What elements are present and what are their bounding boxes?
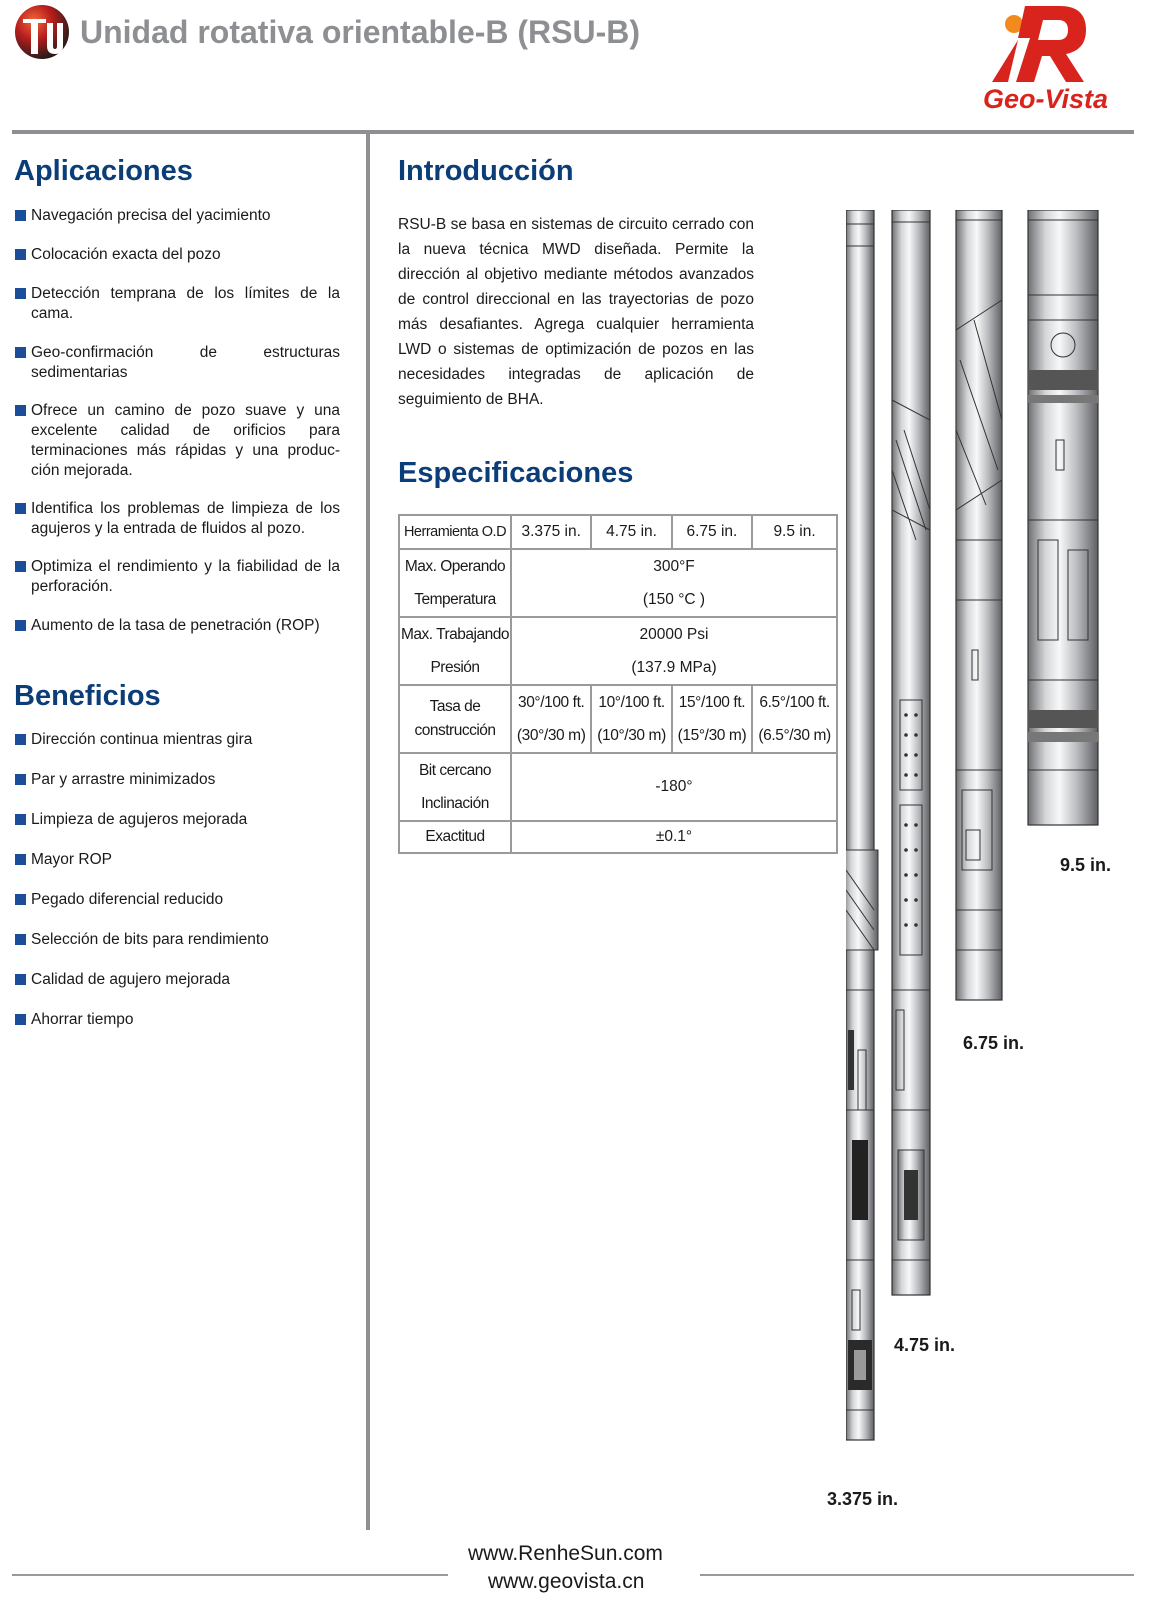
footer-rule-right (700, 1574, 1134, 1576)
temp-label (399, 549, 511, 617)
build-rate-top: 6.5°/100 ft. (759, 694, 830, 711)
table-row (399, 821, 837, 853)
accuracy-value: ±0.1° (511, 821, 837, 853)
list-item: Ahorrar tiempo (14, 1010, 361, 1030)
list-item: Detección temprana de los límites de la cama. (14, 284, 340, 324)
tool-3375 (846, 210, 878, 1440)
build-rate-bottom: (10°/30 m) (597, 727, 666, 744)
list-item: Identifica los problemas de limpieza de los agujeros y la entrada de fluidos al pozo. (14, 499, 340, 539)
list-item: Par y arrastre minimizados (14, 770, 361, 790)
build-rate-value (672, 685, 752, 753)
tool-475 (892, 210, 930, 1295)
temp-value (511, 549, 837, 617)
table-row (399, 515, 837, 549)
pressure-label-1: Max. Trabajando (401, 626, 509, 643)
tool-label-95: 9.5 in. (1060, 855, 1112, 875)
table-row (399, 685, 837, 753)
brand-name: Geo-Vista (982, 84, 1108, 114)
table-row (399, 617, 837, 685)
accuracy-label: Exactitud (399, 821, 511, 853)
footer-rule-left (12, 1574, 448, 1576)
size-cell: 4.75 in. (591, 515, 671, 549)
list-item: Mayor ROP (14, 850, 361, 870)
pressure-label-2: Presión (430, 659, 480, 676)
temp-label-1: Max. Operando (404, 558, 506, 575)
introduction-heading: Introducción (398, 155, 574, 187)
tool-label-3375: 3.375 in. (827, 1489, 899, 1509)
pressure-value (511, 617, 837, 685)
list-item: Calidad de agujero mejorada (14, 970, 361, 990)
geo-vista-logo (948, 0, 1138, 120)
list-item: Ofrece un camino de pozo suave y una excelente calidad de orificios para terminaciones más rápidas y una produc-ción mejorada. (14, 401, 340, 481)
build-rate-value (511, 685, 591, 753)
list-item: Dirección continua mientras gira (14, 730, 361, 750)
list-item: Limpieza de agujeros mejorada (14, 810, 361, 830)
list-item: Geo-confirmación de estructuras sedimentarias (14, 343, 340, 383)
footer-link-geovista[interactable]: www.geovista.cn (488, 1570, 645, 1593)
tool-label-475: 4.75 in. (894, 1335, 956, 1355)
near-bit-label-2: Inclinación (421, 795, 489, 812)
pressure-value-1: 20000 Psi (639, 626, 709, 643)
table-row (399, 753, 837, 821)
build-rate-label-2: construcción (414, 722, 496, 739)
tool-95 (1028, 210, 1098, 825)
list-item: Selección de bits para rendimiento (14, 930, 361, 950)
list-item: Optimiza el rendimiento y la fiabilidad de la perforación. (14, 557, 340, 597)
tool-label-675: 6.75 in. (963, 1033, 1025, 1053)
applications-heading: Aplicaciones (14, 155, 193, 187)
list-item: Aumento de la tasa de penetración (ROP) (14, 616, 361, 636)
benefits-heading: Beneficios (14, 680, 161, 712)
near-bit-label-1: Bit cercano (418, 762, 492, 779)
temp-value-1: 300°F (653, 558, 695, 575)
size-cell: 3.375 in. (511, 515, 591, 549)
tool-675 (956, 210, 1002, 1000)
temp-value-2: (150 °C ) (642, 591, 706, 608)
table-row (399, 549, 837, 617)
build-rate-label (399, 685, 511, 753)
build-rate-bottom: (30°/30 m) (516, 727, 586, 744)
near-bit-value: -180° (511, 753, 837, 821)
build-rate-top: 15°/100 ft. (678, 694, 746, 711)
build-rate-bottom: (6.5°/30 m) (758, 727, 831, 744)
near-bit-label (399, 753, 511, 821)
od-label: Herramienta O.D (399, 515, 511, 549)
size-cell: 6.75 in. (672, 515, 752, 549)
tool-drawings (846, 210, 1146, 1480)
specifications-table (398, 514, 838, 854)
footer-link-renhesun[interactable]: www.RenheSun.com (468, 1542, 663, 1565)
build-rate-value (752, 685, 837, 753)
list-item: Pegado diferencial reducido (14, 890, 361, 910)
pressure-value-2: (137.9 MPa) (631, 659, 717, 676)
introduction-text: RSU-B se basa en sistemas de circuito cerrado con la nueva técnica MWD diseñada. Permite la dirección al objetivo mediante métodos avanzados de control direccional en las trayectorias de pozo más desafiantes. Agrega cualquier herramienta LWD o sistemas de optimización de pozos en las necesidades integradas de aplicación de seguimiento de BHA. (398, 216, 754, 408)
header-rule (12, 130, 1134, 134)
page-title: Unidad rotativa orientable-B (RSU-B) (80, 14, 641, 50)
build-rate-value (591, 685, 671, 753)
build-rate-label-1: Tasa de (429, 698, 481, 715)
size-cell: 9.5 in. (752, 515, 837, 549)
list-item: Colocación exacta del pozo (14, 245, 221, 265)
build-rate-top: 30°/100 ft. (517, 694, 585, 711)
specifications-heading: Especificaciones (398, 457, 634, 489)
list-item: Navegación precisa del yacimiento (14, 206, 271, 226)
build-rate-top: 10°/100 ft. (598, 694, 665, 711)
column-divider (366, 132, 370, 1530)
build-rate-bottom: (15°/30 m) (677, 727, 747, 744)
pressure-label (399, 617, 511, 685)
temp-label-2: Temperatura (414, 591, 496, 608)
renhesun-logo (14, 4, 70, 60)
